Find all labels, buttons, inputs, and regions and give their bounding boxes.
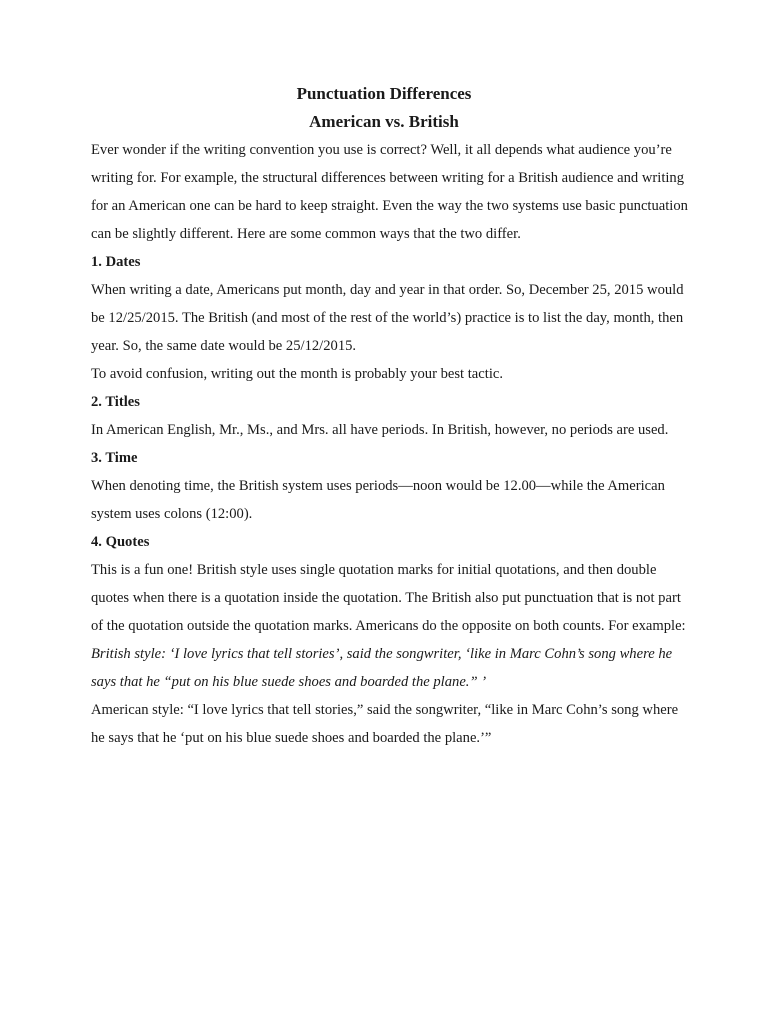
section-heading-quotes: 4. Quotes: [91, 534, 150, 550]
quotes-paragraph: This is a fun one! British style uses single quotation marks for initial quotations, and then double quotes when there is a quotation inside the quotation. The British also put punctuation that is not part of the quotation outside the quotation marks. Americans do the opposite on both counts. For example:: [91, 562, 686, 634]
section-heading-time: 3. Time: [91, 450, 138, 466]
title-block: [0, 80, 768, 136]
document-title: Punctuation Differences: [296, 84, 472, 103]
section-heading-titles: 2. Titles: [91, 394, 140, 410]
american-example: American style: “I love lyrics that tell stories,” said the songwriter, “like in Marc Cohn’s song where he says that he ‘put on his blue suede shoes and boarded the plane.’”: [91, 702, 679, 746]
document-body: [91, 136, 691, 752]
intro-paragraph: Ever wonder if the writing convention you use is correct? Well, it all depends what audience you’re writing for. For example, the structural differences between writing for a British audience and writing for an American one can be hard to keep straight. Even the way the two systems use basic punctuation can be slightly different. Here are some common ways that the two differ.: [91, 142, 688, 242]
time-paragraph: When denoting time, the British system uses periods—noon would be 12.00—while the American system uses colons (12:00).: [91, 478, 665, 522]
document-subtitle: American vs. British: [309, 112, 459, 131]
titles-paragraph: In American English, Mr., Ms., and Mrs. all have periods. In British, however, no periods are used.: [91, 422, 669, 438]
dates-paragraph: When writing a date, Americans put month, day and year in that order. So, December 25, 2015 would be 12/25/2015. The British (and most of the rest of the world’s) practice is to list the day, month, then year. So, the same date would be 25/12/2015.: [91, 282, 684, 354]
dates-tip-paragraph: To avoid confusion, writing out the month is probably your best tactic.: [91, 366, 503, 382]
section-heading-dates: 1. Dates: [91, 254, 141, 270]
british-example: British style: ‘I love lyrics that tell stories’, said the songwriter, ‘like in Marc Cohn’s song where he says that he “put on his blue suede shoes and boarded the plane.” ’: [91, 646, 673, 690]
